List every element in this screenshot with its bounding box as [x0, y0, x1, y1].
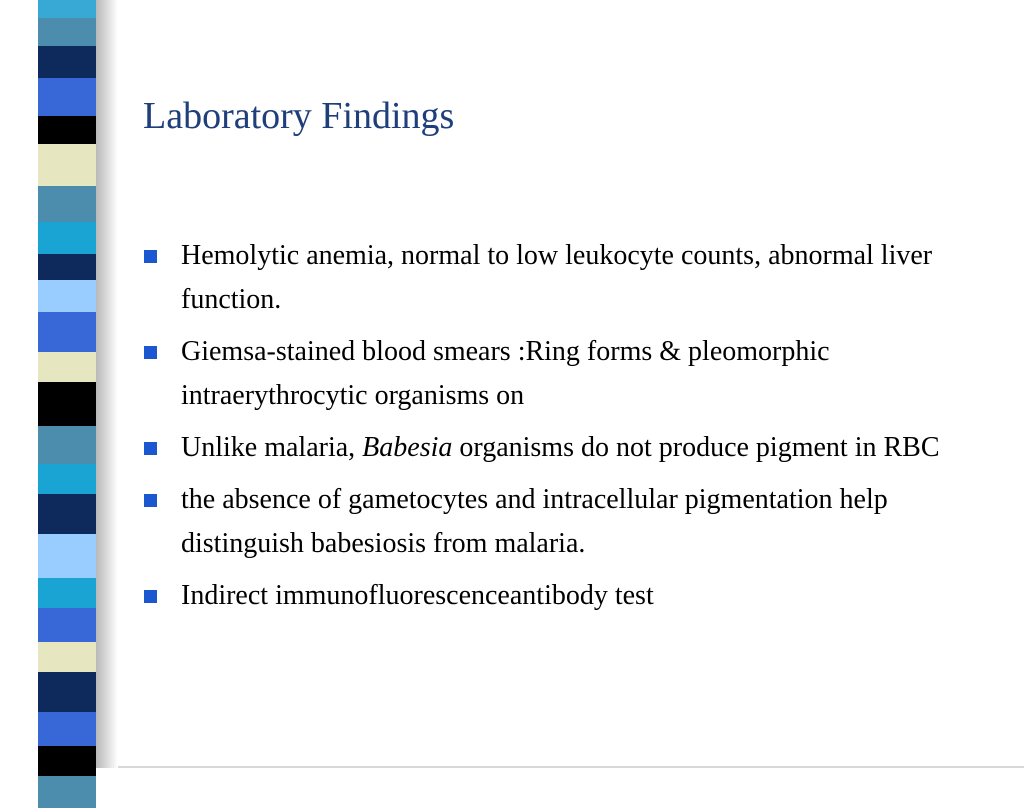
stripe-segment	[38, 464, 96, 494]
stripe-segment	[38, 254, 96, 280]
bullet-item	[143, 330, 1013, 418]
bullet-emphasis: Babesia	[362, 432, 453, 463]
bullet-item	[143, 234, 1013, 322]
bullet-item	[143, 478, 1013, 566]
stripe-segment	[38, 186, 96, 222]
decorative-stripe	[38, 0, 96, 768]
bullet-text: Indirect immunofluorescenceantibody test	[181, 580, 654, 611]
stripe-segment	[38, 0, 96, 18]
square-bullet-icon	[144, 494, 157, 507]
stripe-segment	[38, 712, 96, 746]
stripe-segment	[38, 144, 96, 186]
stripe-segment	[38, 534, 96, 578]
stripe-shadow	[96, 0, 118, 768]
square-bullet-icon	[144, 442, 157, 455]
square-bullet-icon	[144, 250, 157, 263]
square-bullet-icon	[144, 590, 157, 603]
stripe-segment	[38, 312, 96, 352]
stripe-segment	[38, 352, 96, 382]
bullet-text: Hemolytic anemia, normal to low leukocyte counts, abnormal liver function.	[181, 240, 933, 315]
stripe-segment	[38, 18, 96, 46]
stripe-segment	[38, 382, 96, 426]
stripe-segment	[38, 46, 96, 78]
bullet-list	[143, 234, 1013, 626]
stripe-segment	[38, 426, 96, 464]
stripe-segment	[38, 494, 96, 534]
stripe-segment	[38, 642, 96, 672]
bullet-item	[143, 574, 1013, 618]
square-bullet-icon	[144, 346, 157, 359]
stripe-segment	[38, 746, 96, 776]
stripe-segment	[38, 116, 96, 144]
stripe-segment	[38, 776, 96, 808]
bullet-text: Giemsa-stained blood smears :Ring forms & pleomorphic intraerythrocytic organisms on	[181, 336, 830, 411]
stripe-segment	[38, 78, 96, 116]
bullet-text: the absence of gametocytes and intracellular pigmentation help distinguish babesiosis from malaria.	[181, 484, 888, 559]
stripe-segment	[38, 608, 96, 642]
bullet-text-end: organisms do not produce pigment in RBC	[452, 432, 940, 463]
stripe-segment	[38, 280, 96, 312]
bullet-text-start: Unlike malaria,	[181, 432, 363, 463]
stripe-segment	[38, 578, 96, 608]
slide-title: Laboratory Findings	[143, 95, 455, 137]
stripe-segment	[38, 222, 96, 254]
stripe-segment	[38, 672, 96, 712]
bullet-item	[143, 426, 1013, 470]
